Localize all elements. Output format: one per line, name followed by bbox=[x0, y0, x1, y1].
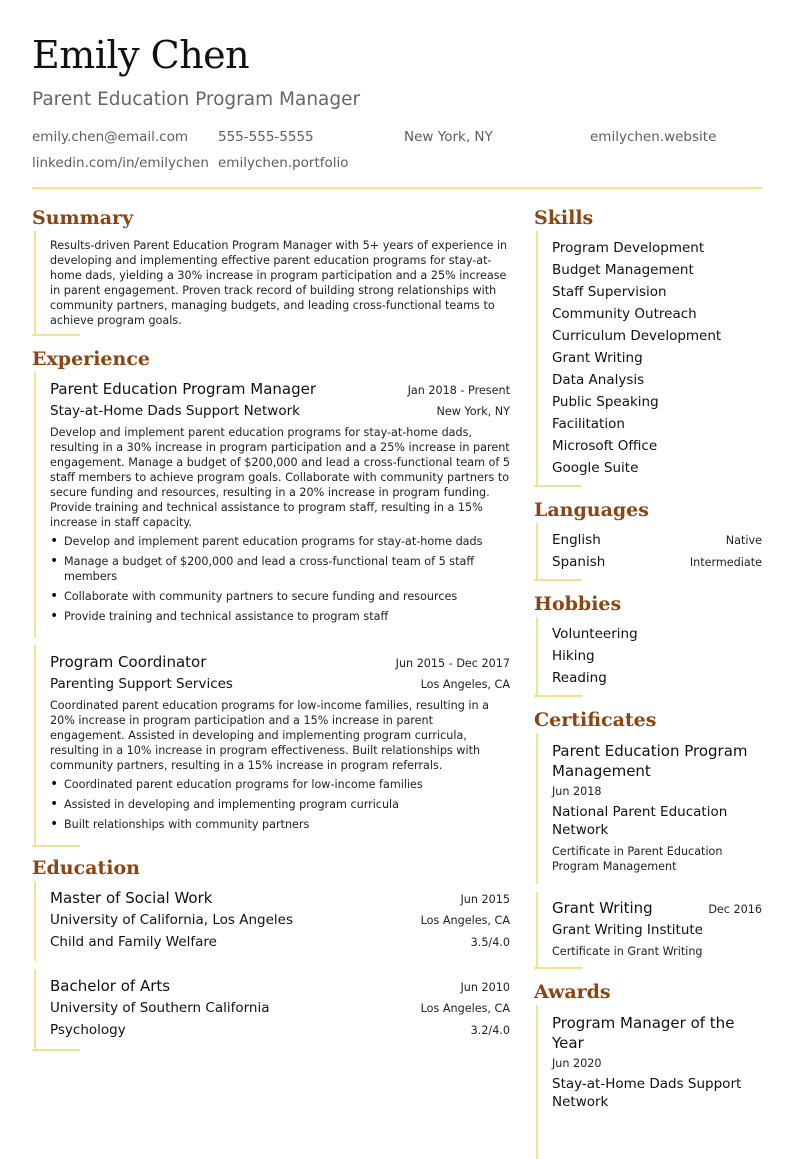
education-body bbox=[34, 969, 510, 1049]
award-entry bbox=[536, 1005, 762, 1159]
certificate-description: Certificate in Grant Writing bbox=[552, 945, 703, 958]
skill-item: Data Analysis bbox=[552, 372, 645, 388]
hobby-item: Reading bbox=[552, 670, 607, 686]
job-company: Stay-at-Home Dads Support Network bbox=[50, 403, 300, 419]
languages-heading: Languages bbox=[534, 499, 649, 521]
edu-date: Jun 2010 bbox=[460, 981, 510, 994]
language-item bbox=[552, 529, 762, 551]
skill-item: Budget Management bbox=[552, 262, 694, 278]
experience-body bbox=[34, 372, 510, 637]
job-bullets bbox=[50, 534, 510, 624]
section-end-rule bbox=[32, 1049, 80, 1051]
contact-location: New York, NY bbox=[404, 129, 493, 145]
edu-location: Los Angeles, CA bbox=[420, 914, 510, 927]
candidate-title: Parent Education Program Manager bbox=[32, 89, 361, 110]
contact-website[interactable]: emilychen.website bbox=[590, 129, 717, 145]
contact-portfolio[interactable]: emilychen.portfolio bbox=[218, 155, 349, 171]
award-date: Jun 2020 bbox=[552, 1057, 602, 1070]
edu-degree: Master of Social Work bbox=[50, 889, 213, 907]
education-heading: Education bbox=[32, 857, 140, 879]
languages-section bbox=[534, 497, 762, 581]
contact-phone[interactable]: 555-555-5555 bbox=[218, 129, 314, 145]
experience-heading: Experience bbox=[32, 348, 150, 370]
edu-school: University of California, Los Angeles bbox=[50, 912, 294, 928]
job-description: Develop and implement parent education programs for stay-at-home dads, resulting in a 30% increase in program participation and a 25% increase in parent engagement. Manage a budget of $200,000 and lead a cross-functional team of 5 staff members to achieve program goals. Collaborate with community partners to secure funding and resources, resulting in a 20% increase in program funding. Provide training and technical assistance to program staff, resulting in a 15% increase in staff capacity. bbox=[50, 426, 511, 529]
hobbies-list bbox=[536, 617, 762, 695]
skill-item: Microsoft Office bbox=[552, 438, 658, 454]
edu-location: Los Angeles, CA bbox=[420, 1002, 510, 1015]
hobby-item: Volunteering bbox=[552, 626, 638, 642]
hobbies-section bbox=[534, 591, 762, 697]
summary-section bbox=[32, 205, 510, 336]
skill-item: Google Suite bbox=[552, 460, 639, 476]
contact-info bbox=[32, 128, 762, 172]
skill-item: Staff Supervision bbox=[552, 284, 667, 300]
job-bullet: • Built relationships with community partners bbox=[50, 817, 510, 832]
skill-item: Public Speaking bbox=[552, 394, 659, 410]
education-entry bbox=[50, 881, 510, 961]
skill-item: Grant Writing bbox=[552, 350, 643, 366]
language-name: Spanish bbox=[552, 554, 606, 570]
award-issuer: Stay-at-Home Dads Support Network bbox=[552, 1076, 742, 1110]
job-bullets bbox=[50, 777, 510, 832]
contact-email[interactable]: emily.chen@email.com bbox=[32, 129, 189, 145]
job-bullet: • Coordinated parent education programs for low-income families bbox=[50, 777, 510, 792]
summary-heading: Summary bbox=[32, 207, 134, 229]
hobbies-heading: Hobbies bbox=[534, 593, 622, 615]
certificates-section bbox=[534, 707, 762, 969]
right-column bbox=[534, 205, 762, 1159]
left-column bbox=[32, 205, 510, 1051]
awards-section bbox=[534, 979, 762, 1159]
languages-list bbox=[536, 523, 762, 579]
education-entry bbox=[50, 969, 510, 1049]
skill-item: Facilitation bbox=[552, 416, 625, 432]
certificate-date: Dec 2016 bbox=[708, 903, 762, 916]
certificate-entry bbox=[536, 733, 762, 884]
edu-field: Child and Family Welfare bbox=[50, 934, 217, 950]
job-description: Coordinated parent education programs for low-income families, resulting in a 20% increase in program participation and a 15% increase in parent engagement. Assisted in developing and implementing program curricula, resulting in a 10% increase in program effectiveness. Built relationships with community partners, resulting in a 15% increase in program referrals. bbox=[50, 699, 489, 772]
certificate-issuer: National Parent Education Network bbox=[552, 804, 728, 838]
language-level: Intermediate bbox=[689, 556, 762, 569]
edu-degree: Bachelor of Arts bbox=[50, 977, 171, 995]
edu-date: Jun 2015 bbox=[460, 893, 510, 906]
language-name: English bbox=[552, 532, 601, 548]
experience-section bbox=[32, 346, 510, 847]
skill-item: Community Outreach bbox=[552, 306, 697, 322]
job-bullet: • Manage a budget of $200,000 and lead a cross-functional team of 5 staff members bbox=[50, 554, 510, 584]
candidate-name: Emily Chen bbox=[32, 33, 250, 77]
skills-list bbox=[536, 231, 762, 485]
job-company: Parenting Support Services bbox=[50, 676, 233, 692]
edu-school: University of Southern California bbox=[50, 1000, 270, 1016]
certificate-issuer: Grant Writing Institute bbox=[552, 922, 703, 938]
certificates-heading: Certificates bbox=[534, 709, 657, 731]
job-position: Program Coordinator bbox=[50, 653, 207, 671]
contact-linkedin[interactable]: linkedin.com/in/emilychen bbox=[32, 155, 209, 171]
experience-entry bbox=[50, 372, 510, 637]
edu-field: Psychology bbox=[50, 1022, 126, 1038]
language-level: Native bbox=[725, 534, 762, 547]
job-location: Los Angeles, CA bbox=[420, 678, 510, 691]
job-dates: Jan 2018 - Present bbox=[407, 384, 510, 397]
skill-item: Curriculum Development bbox=[552, 328, 722, 344]
summary-body bbox=[34, 231, 510, 334]
job-bullet: • Develop and implement parent education programs for stay-at-home dads bbox=[50, 534, 510, 549]
language-item bbox=[552, 551, 762, 573]
certificate-title: Parent Education Program Management bbox=[552, 742, 748, 780]
skills-section bbox=[534, 205, 762, 487]
awards-heading: Awards bbox=[534, 981, 611, 1003]
header-divider bbox=[32, 187, 762, 189]
certificate-description: Certificate in Parent Education Program Management bbox=[552, 845, 723, 873]
summary-text: Results-driven Parent Education Program Manager with 5+ years of experience in developing and implementing effective parent education programs for stay-at-home dads, yielding a 30% increase in program participation and a 25% increase in parent engagement. Proven track record of building strong relationships with community partners, managing budgets, and leading cross-functional teams to achieve program goals. bbox=[50, 239, 508, 327]
experience-body bbox=[34, 645, 510, 845]
certificate-entry bbox=[536, 892, 762, 967]
edu-gpa: 3.5/4.0 bbox=[470, 936, 510, 949]
edu-gpa: 3.2/4.0 bbox=[470, 1024, 510, 1037]
skills-heading: Skills bbox=[534, 207, 594, 229]
hobby-item: Hiking bbox=[552, 648, 595, 664]
job-bullet: • Collaborate with community partners to secure funding and resources bbox=[50, 589, 510, 604]
education-section bbox=[32, 855, 510, 1051]
certificate-title: Grant Writing bbox=[552, 899, 653, 917]
award-title: Program Manager of the Year bbox=[552, 1014, 735, 1052]
job-dates: Jun 2015 - Dec 2017 bbox=[395, 657, 510, 670]
job-bullet: • Provide training and technical assistance to program staff bbox=[50, 609, 510, 624]
skill-item: Program Development bbox=[552, 240, 705, 256]
job-location: New York, NY bbox=[436, 405, 510, 418]
certificate-date: Jun 2018 bbox=[552, 785, 602, 798]
job-bullet: • Assisted in developing and implementing program curricula bbox=[50, 797, 510, 812]
education-body bbox=[34, 881, 510, 961]
job-position: Parent Education Program Manager bbox=[50, 380, 317, 398]
experience-entry bbox=[50, 645, 510, 845]
